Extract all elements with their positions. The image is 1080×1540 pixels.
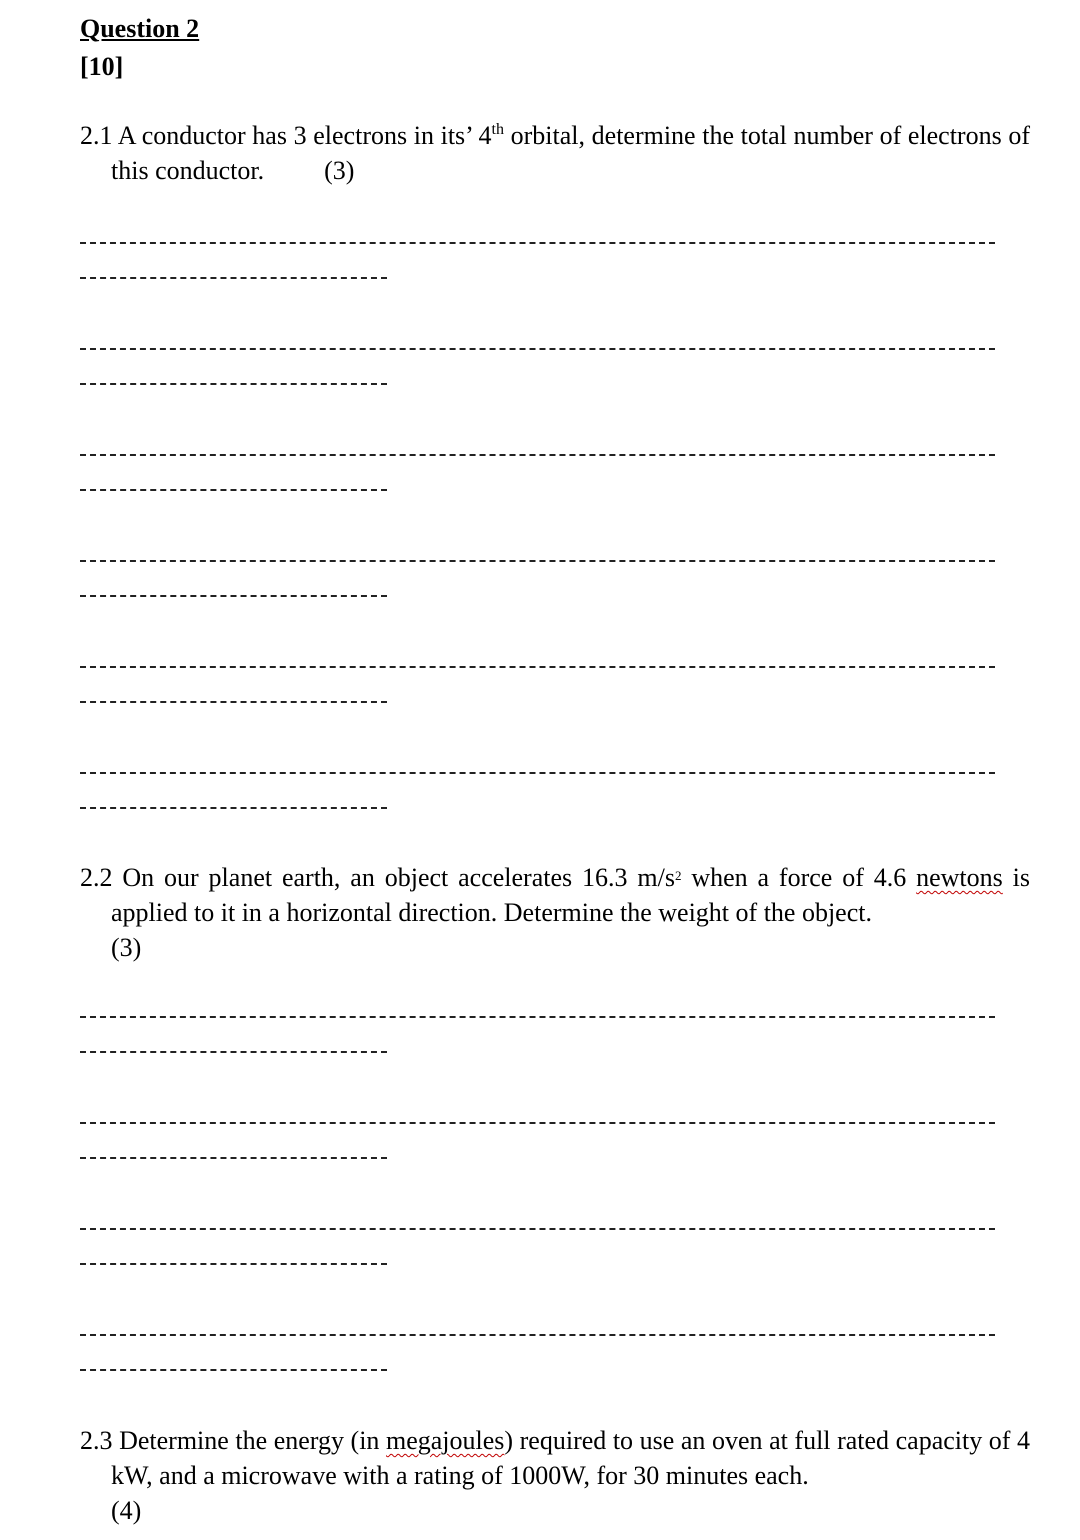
answer-line[interactable] [80,666,995,668]
answer-line[interactable] [80,1369,387,1371]
answer-line[interactable] [80,807,387,809]
question-text: when a force of 4.6 [681,863,917,892]
question-text: is applied to it in a horizontal direction. Determine the weight of the object. [111,863,1030,927]
answer-line[interactable] [80,560,995,562]
answer-line[interactable] [80,348,995,350]
answer-line[interactable] [80,277,387,279]
answer-line[interactable] [80,1228,995,1230]
question-marks: (3) [324,156,355,185]
question-text: Determine the energy (in [119,1426,386,1455]
question-2-3 [80,1423,1030,1528]
spellcheck-flagged-word: megajoules [386,1426,505,1455]
question-number: 2.2 [80,863,113,892]
question-text: ) required to use an oven at full rated capacity of 4 kW, and a microwave with a rating of 1000W, for 30 minutes each. [111,1426,1031,1490]
answer-line[interactable] [80,1334,995,1336]
answer-line[interactable] [80,1122,995,1124]
answer-line[interactable] [80,1016,995,1018]
question-marks: (4) [111,1496,142,1525]
answer-line[interactable] [80,454,995,456]
superscript: th [491,121,504,138]
question-title: Question 2 [80,14,200,43]
question-marks: (3) [111,933,142,962]
question-text: On our planet earth, an object accelerates 16.3 m/s [122,863,675,892]
answer-line[interactable] [80,595,387,597]
superscript: 2 [674,868,682,883]
question-number: 2.1 [80,121,113,150]
question-2-2 [80,860,1030,965]
question-text: A conductor has 3 electrons in its’ 4 [117,121,492,150]
answer-line[interactable] [80,242,995,244]
question-2-1 [80,118,1030,188]
answer-line[interactable] [80,489,387,491]
answer-line[interactable] [80,1263,387,1265]
answer-line[interactable] [80,1051,387,1053]
question-number: 2.3 [80,1426,113,1455]
answer-line[interactable] [80,1157,387,1159]
answer-line[interactable] [80,772,995,774]
answer-line[interactable] [80,701,387,703]
answer-line[interactable] [80,383,387,385]
spellcheck-flagged-word: newtons [916,863,1003,892]
question-text: orbital, determine the total number of electrons of this conductor. [111,121,1031,185]
question-total-marks: [10] [80,52,124,81]
